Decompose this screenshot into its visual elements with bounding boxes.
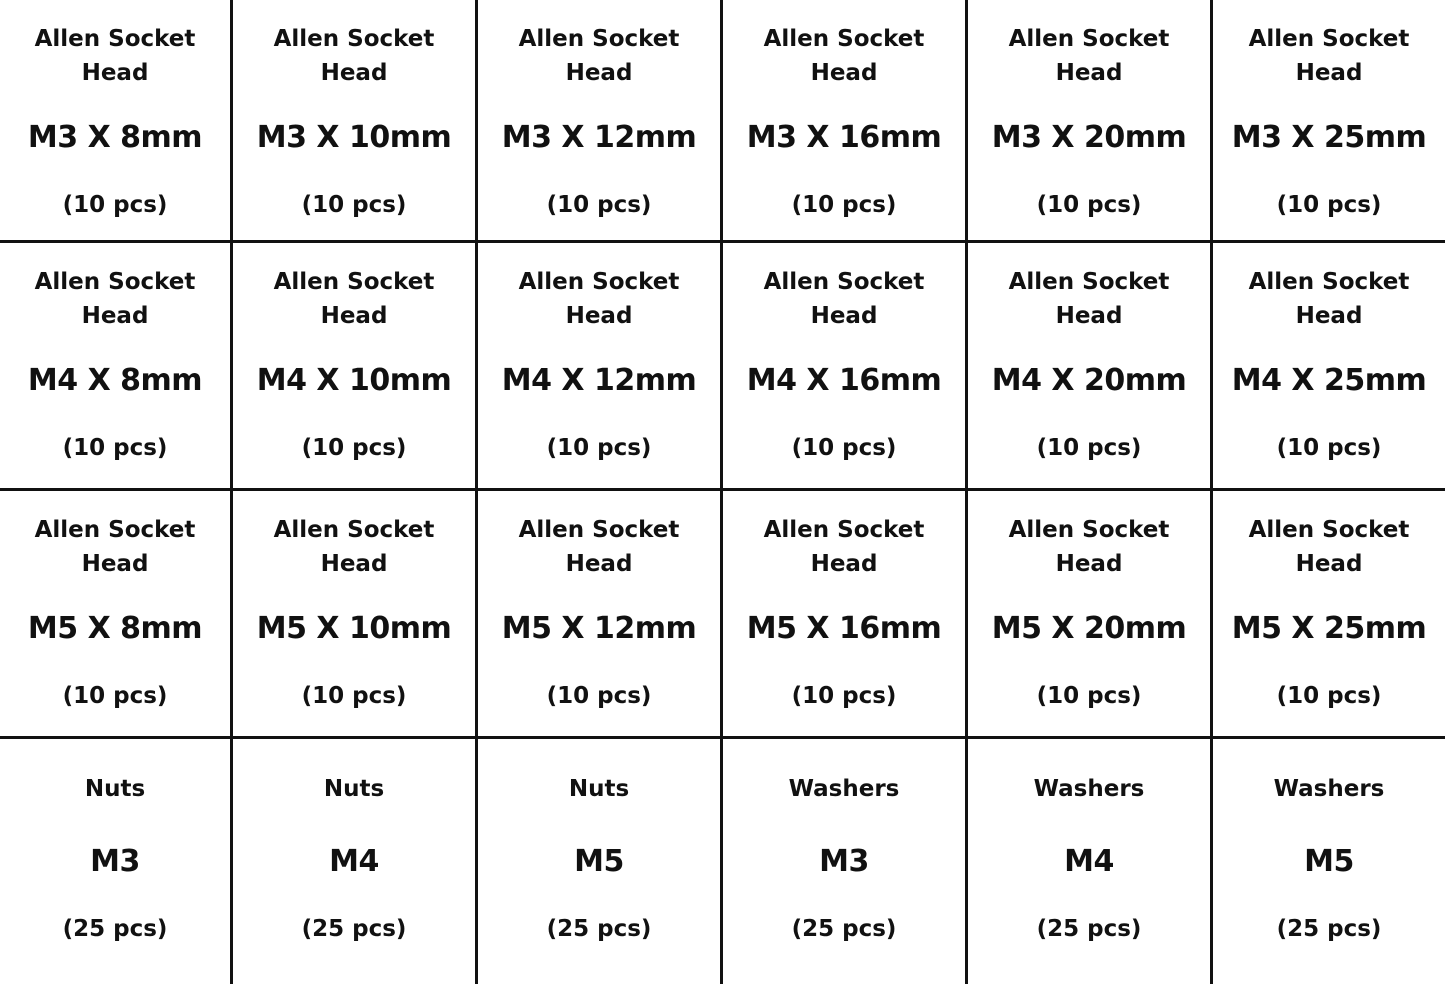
label-cell [1213,739,1445,984]
label-cell [0,491,233,739]
item-quantity: (10 pcs) [546,683,652,709]
item-quantity: (10 pcs) [791,683,897,709]
item-category: Allen Socket Head [763,517,925,577]
item-category: Allen Socket Head [1248,269,1410,329]
label-cell [0,739,233,984]
item-size: M4 X 25mm [1231,363,1427,398]
item-size: M4 X 20mm [991,363,1187,398]
label-cell [233,243,478,491]
item-category: Allen Socket Head [763,26,925,86]
label-cell [478,739,723,984]
item-category: Allen Socket Head [34,517,196,577]
item-category: Allen Socket Head [273,26,435,86]
item-size: M3 X 20mm [991,120,1187,155]
item-category: Allen Socket Head [1248,517,1410,577]
item-size: M3 X 16mm [746,120,942,155]
item-category: Washers [1273,776,1385,802]
item-size: M3 X 25mm [1231,120,1427,155]
item-size: M5 X 16mm [746,611,942,646]
item-size: M3 X 8mm [27,120,203,155]
label-cell [233,739,478,984]
item-size: M5 [1304,844,1354,879]
item-quantity: (10 pcs) [301,435,407,461]
item-quantity: (25 pcs) [791,916,897,942]
item-size: M5 X 20mm [991,611,1187,646]
label-cell [968,243,1213,491]
item-quantity: (10 pcs) [546,435,652,461]
item-category: Allen Socket Head [34,269,196,329]
label-cell [233,491,478,739]
item-size: M5 X 8mm [27,611,203,646]
label-cell [968,0,1213,243]
item-category: Allen Socket Head [1008,517,1170,577]
item-quantity: (10 pcs) [1276,435,1382,461]
label-cell [723,491,968,739]
label-cell [723,0,968,243]
item-quantity: (25 pcs) [62,916,168,942]
item-size: M3 [90,844,140,879]
item-category: Allen Socket Head [1248,26,1410,86]
item-size: M4 [1064,844,1114,879]
item-size: M5 X 10mm [256,611,452,646]
item-category: Allen Socket Head [34,26,196,86]
label-cell [478,0,723,243]
item-quantity: (10 pcs) [791,192,897,218]
item-category: Nuts [323,776,385,802]
item-category: Allen Socket Head [518,517,680,577]
item-quantity: (25 pcs) [1276,916,1382,942]
item-category: Allen Socket Head [763,269,925,329]
item-category: Allen Socket Head [518,26,680,86]
label-cell [0,0,233,243]
item-quantity: (10 pcs) [1036,192,1142,218]
item-category: Nuts [568,776,630,802]
item-category: Washers [788,776,900,802]
item-category: Allen Socket Head [273,517,435,577]
item-category: Allen Socket Head [1008,269,1170,329]
label-cell [723,243,968,491]
label-cell [968,491,1213,739]
item-quantity: (10 pcs) [1036,435,1142,461]
item-quantity: (10 pcs) [791,435,897,461]
item-category: Washers [1033,776,1145,802]
item-quantity: (10 pcs) [301,192,407,218]
item-category: Allen Socket Head [518,269,680,329]
label-cell [0,243,233,491]
item-quantity: (10 pcs) [1036,683,1142,709]
item-size: M3 X 10mm [256,120,452,155]
label-cell [1213,491,1445,739]
item-quantity: (25 pcs) [1036,916,1142,942]
label-cell [1213,0,1445,243]
item-size: M4 X 8mm [27,363,203,398]
item-size: M4 X 10mm [256,363,452,398]
item-quantity: (10 pcs) [301,683,407,709]
item-quantity: (10 pcs) [62,192,168,218]
item-category: Allen Socket Head [1008,26,1170,86]
item-category: Nuts [84,776,146,802]
label-cell [723,739,968,984]
item-size: M4 [329,844,379,879]
item-quantity: (10 pcs) [62,435,168,461]
item-size: M5 X 25mm [1231,611,1427,646]
item-size: M5 [574,844,624,879]
label-cell [478,491,723,739]
label-cell [968,739,1213,984]
item-size: M4 X 12mm [501,363,697,398]
item-size: M4 X 16mm [746,363,942,398]
item-quantity: (10 pcs) [546,192,652,218]
item-quantity: (10 pcs) [1276,192,1382,218]
item-quantity: (25 pcs) [546,916,652,942]
label-cell [233,0,478,243]
item-quantity: (10 pcs) [1276,683,1382,709]
label-cell [1213,243,1445,491]
item-size: M3 X 12mm [501,120,697,155]
item-size: M5 X 12mm [501,611,697,646]
item-quantity: (10 pcs) [62,683,168,709]
item-size: M3 [819,844,869,879]
item-category: Allen Socket Head [273,269,435,329]
item-quantity: (25 pcs) [301,916,407,942]
label-cell [478,243,723,491]
